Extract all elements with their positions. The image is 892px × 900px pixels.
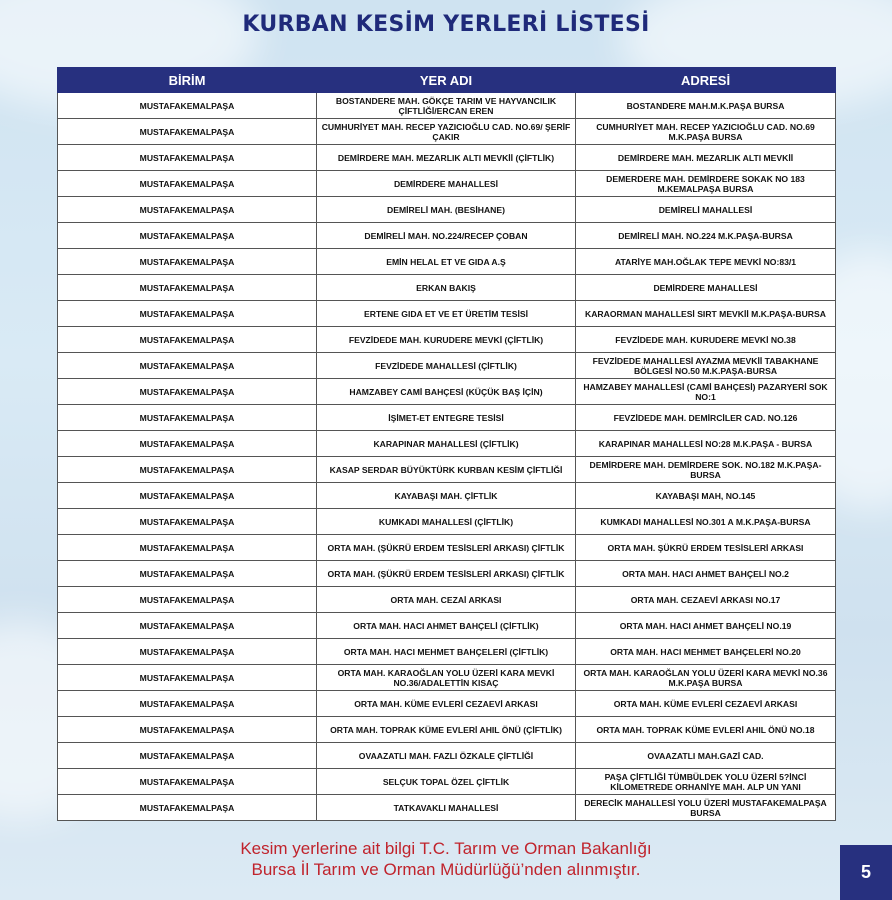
table-row: [58, 769, 836, 795]
cell-unit: MUSTAFAKEMALPAŞA: [58, 691, 317, 717]
table-row: [58, 509, 836, 535]
table-header-row: [58, 68, 836, 93]
cell-place-name: DEMİRELİ MAH. NO.224/RECEP ÇOBAN: [317, 223, 576, 249]
slaughter-locations-table: [57, 67, 836, 821]
cell-unit: MUSTAFAKEMALPAŞA: [58, 483, 317, 509]
cell-address: ORTA MAH. HACI AHMET BAHÇELİ NO.19: [576, 613, 836, 639]
source-note: [0, 838, 892, 880]
table-row: [58, 171, 836, 197]
table-row: [58, 665, 836, 691]
cell-address: FEVZİDEDE MAHALLESİ AYAZMA MEVKİİ TABAKHANE BÖLGESİ NO.50 M.K.PAŞA-BURSA: [576, 353, 836, 379]
table-row: [58, 535, 836, 561]
cell-unit: MUSTAFAKEMALPAŞA: [58, 431, 317, 457]
cell-unit: MUSTAFAKEMALPAŞA: [58, 275, 317, 301]
cell-address: DERECİK MAHALLESİ YOLU ÜZERİ MUSTAFAKEMALPAŞA BURSA: [576, 795, 836, 821]
cell-unit: MUSTAFAKEMALPAŞA: [58, 665, 317, 691]
table-row: [58, 197, 836, 223]
table-row: [58, 717, 836, 743]
cell-unit: MUSTAFAKEMALPAŞA: [58, 327, 317, 353]
cell-unit: MUSTAFAKEMALPAŞA: [58, 587, 317, 613]
cell-address: HAMZABEY MAHALLESİ (CAMİ BAHÇESİ) PAZARYERİ SOK NO:1: [576, 379, 836, 405]
cell-address: KARAORMAN MAHALLESİ SIRT MEVKİİ M.K.PAŞA-BURSA: [576, 301, 836, 327]
cell-unit: MUSTAFAKEMALPAŞA: [58, 405, 317, 431]
cell-place-name: ORTA MAH. KARAOĞLAN YOLU ÜZERİ KARA MEVKİ NO.36/ADALETTİN KISAÇ: [317, 665, 576, 691]
cell-address: KAYABAŞI MAH, NO.145: [576, 483, 836, 509]
column-header-address: ADRESİ: [576, 68, 836, 93]
cell-unit: MUSTAFAKEMALPAŞA: [58, 353, 317, 379]
cell-place-name: ORTA MAH. TOPRAK KÜME EVLERİ AHIL ÖNÜ (ÇİFTLİK): [317, 717, 576, 743]
cell-unit: MUSTAFAKEMALPAŞA: [58, 795, 317, 821]
table-row: [58, 119, 836, 145]
cell-place-name: KAYABAŞI MAH. ÇİFTLİK: [317, 483, 576, 509]
cell-address: ORTA MAH. KÜME EVLERİ CEZAEVİ ARKASI: [576, 691, 836, 717]
table-row: [58, 743, 836, 769]
cell-unit: MUSTAFAKEMALPAŞA: [58, 93, 317, 119]
cell-unit: MUSTAFAKEMALPAŞA: [58, 769, 317, 795]
cell-address: DEMİRELİ MAHALLESİ: [576, 197, 836, 223]
table-row: [58, 561, 836, 587]
source-note-line: Kesim yerlerine ait bilgi T.C. Tarım ve Orman Bakanlığı: [240, 839, 652, 858]
table-row: [58, 223, 836, 249]
cell-address: CUMHURİYET MAH. RECEP YAZICIOĞLU CAD. NO.69 M.K.PAŞA BURSA: [576, 119, 836, 145]
cell-unit: MUSTAFAKEMALPAŞA: [58, 379, 317, 405]
cell-address: KARAPINAR MAHALLESİ NO:28 M.K.PAŞA - BURSA: [576, 431, 836, 457]
cell-place-name: DEMİRDERE MAHALLESİ: [317, 171, 576, 197]
table-row: [58, 613, 836, 639]
cell-address: FEVZİDEDE MAH. DEMİRCİLER CAD. NO.126: [576, 405, 836, 431]
cell-address: PAŞA ÇİFTLİĞİ TÜMBÜLDEK YOLU ÜZERİ 5?İNCİ KİLOMETREDE ORHANİYE MAH. ALP UN YANI: [576, 769, 836, 795]
cell-place-name: ORTA MAH. CEZAİ ARKASI: [317, 587, 576, 613]
cell-address: ORTA MAH. KARAOĞLAN YOLU ÜZERİ KARA MEVKİ NO.36 M.K.PAŞA BURSA: [576, 665, 836, 691]
cell-place-name: ERTENE GIDA ET VE ET ÜRETİM TESİSİ: [317, 301, 576, 327]
cell-place-name: OVAAZATLI MAH. FAZLI ÖZKALE ÇİFTLİĞİ: [317, 743, 576, 769]
cell-address: ORTA MAH. CEZAEVİ ARKASI NO.17: [576, 587, 836, 613]
table-row: [58, 301, 836, 327]
cell-place-name: KASAP SERDAR BÜYÜKTÜRK KURBAN KESİM ÇİFTLİĞİ: [317, 457, 576, 483]
table-row: [58, 587, 836, 613]
cell-place-name: ORTA MAH. (ŞÜKRÜ ERDEM TESİSLERİ ARKASI) ÇİFTLİK: [317, 535, 576, 561]
table-row: [58, 483, 836, 509]
cell-unit: MUSTAFAKEMALPAŞA: [58, 197, 317, 223]
cell-address: FEVZİDEDE MAH. KURUDERE MEVKİ NO.38: [576, 327, 836, 353]
table-row: [58, 639, 836, 665]
cell-place-name: FEVZİDEDE MAH. KURUDERE MEVKİ (ÇİFTLİK): [317, 327, 576, 353]
table-row: [58, 275, 836, 301]
cell-unit: MUSTAFAKEMALPAŞA: [58, 743, 317, 769]
cell-place-name: ORTA MAH. HACI MEHMET BAHÇELERİ (ÇİFTLİK): [317, 639, 576, 665]
cell-place-name: KUMKADI MAHALLESİ (ÇİFTLİK): [317, 509, 576, 535]
cell-place-name: BOSTANDERE MAH. GÖKÇE TARIM VE HAYVANCILIK ÇİFTLİĞİ/ERCAN EREN: [317, 93, 576, 119]
cell-place-name: HAMZABEY CAMİ BAHÇESİ (KÜÇÜK BAŞ İÇİN): [317, 379, 576, 405]
cell-place-name: ORTA MAH. HACI AHMET BAHÇELİ (ÇİFTLİK): [317, 613, 576, 639]
cell-place-name: CUMHURİYET MAH. RECEP YAZICIOĞLU CAD. NO.69/ ŞERİF ÇAKIR: [317, 119, 576, 145]
table-row: [58, 145, 836, 171]
cell-place-name: SELÇUK TOPAL ÖZEL ÇİFTLİK: [317, 769, 576, 795]
table-row: [58, 795, 836, 821]
cell-place-name: EMİN HELAL ET VE GIDA A.Ş: [317, 249, 576, 275]
cell-unit: MUSTAFAKEMALPAŞA: [58, 119, 317, 145]
cell-address: DEMERDERE MAH. DEMİRDERE SOKAK NO 183 M.KEMALPAŞA BURSA: [576, 171, 836, 197]
cell-unit: MUSTAFAKEMALPAŞA: [58, 509, 317, 535]
cell-address: BOSTANDERE MAH.M.K.PAŞA BURSA: [576, 93, 836, 119]
cell-address: ORTA MAH. ŞÜKRÜ ERDEM TESİSLERİ ARKASI: [576, 535, 836, 561]
cell-address: DEMİRELİ MAH. NO.224 M.K.PAŞA-BURSA: [576, 223, 836, 249]
source-note-line: Bursa İl Tarım ve Orman Müdürlüğü’nden alınmıştır.: [251, 860, 641, 879]
cell-place-name: ORTA MAH. (ŞÜKRÜ ERDEM TESİSLERİ ARKASI) ÇİFTLİK: [317, 561, 576, 587]
cell-unit: MUSTAFAKEMALPAŞA: [58, 639, 317, 665]
cell-address: ATARİYE MAH.OĞLAK TEPE MEVKİ NO:83/1: [576, 249, 836, 275]
cell-address: DEMİRDERE MAH. MEZARLIK ALTI MEVKİİ: [576, 145, 836, 171]
cell-unit: MUSTAFAKEMALPAŞA: [58, 301, 317, 327]
cell-address: DEMİRDERE MAH. DEMİRDERE SOK. NO.182 M.K.PAŞA-BURSA: [576, 457, 836, 483]
cell-address: ORTA MAH. TOPRAK KÜME EVLERİ AHIL ÖNÜ NO.18: [576, 717, 836, 743]
table-row: [58, 405, 836, 431]
table-row: [58, 457, 836, 483]
cell-place-name: İŞİMET-ET ENTEGRE TESİSİ: [317, 405, 576, 431]
cell-place-name: ORTA MAH. KÜME EVLERİ CEZAEVİ ARKASI: [317, 691, 576, 717]
page-number: 5: [840, 845, 892, 900]
cell-unit: MUSTAFAKEMALPAŞA: [58, 145, 317, 171]
cell-unit: MUSTAFAKEMALPAŞA: [58, 457, 317, 483]
cell-address: KUMKADI MAHALLESİ NO.301 A M.K.PAŞA-BURSA: [576, 509, 836, 535]
cell-unit: MUSTAFAKEMALPAŞA: [58, 613, 317, 639]
cell-unit: MUSTAFAKEMALPAŞA: [58, 171, 317, 197]
cell-address: ORTA MAH. HACI MEHMET BAHÇELERİ NO.20: [576, 639, 836, 665]
cell-unit: MUSTAFAKEMALPAŞA: [58, 249, 317, 275]
table-row: [58, 379, 836, 405]
cell-place-name: KARAPINAR MAHALLESİ (ÇİFTLİK): [317, 431, 576, 457]
cell-address: ORTA MAH. HACI AHMET BAHÇELİ NO.2: [576, 561, 836, 587]
table-row: [58, 249, 836, 275]
cell-unit: MUSTAFAKEMALPAŞA: [58, 717, 317, 743]
cell-address: DEMİRDERE MAHALLESİ: [576, 275, 836, 301]
cell-unit: MUSTAFAKEMALPAŞA: [58, 535, 317, 561]
cell-unit: MUSTAFAKEMALPAŞA: [58, 561, 317, 587]
cell-place-name: ERKAN BAKIŞ: [317, 275, 576, 301]
cell-place-name: DEMİRDERE MAH. MEZARLIK ALTI MEVKİİ (ÇİFTLİK): [317, 145, 576, 171]
column-header-place-name: YER ADI: [317, 68, 576, 93]
table-row: [58, 353, 836, 379]
table-row: [58, 431, 836, 457]
table-row: [58, 327, 836, 353]
table-row: [58, 93, 836, 119]
cell-address: OVAAZATLI MAH.GAZİ CAD.: [576, 743, 836, 769]
page-title: KURBAN KESİM YERLERİ LİSTESİ: [242, 12, 650, 37]
cell-place-name: FEVZİDEDE MAHALLESİ (ÇİFTLİK): [317, 353, 576, 379]
cell-place-name: DEMİRELİ MAH. (BESİHANE): [317, 197, 576, 223]
table-row: [58, 691, 836, 717]
column-header-unit: BİRİM: [58, 68, 317, 93]
cell-unit: MUSTAFAKEMALPAŞA: [58, 223, 317, 249]
cell-place-name: TATKAVAKLI MAHALLESİ: [317, 795, 576, 821]
